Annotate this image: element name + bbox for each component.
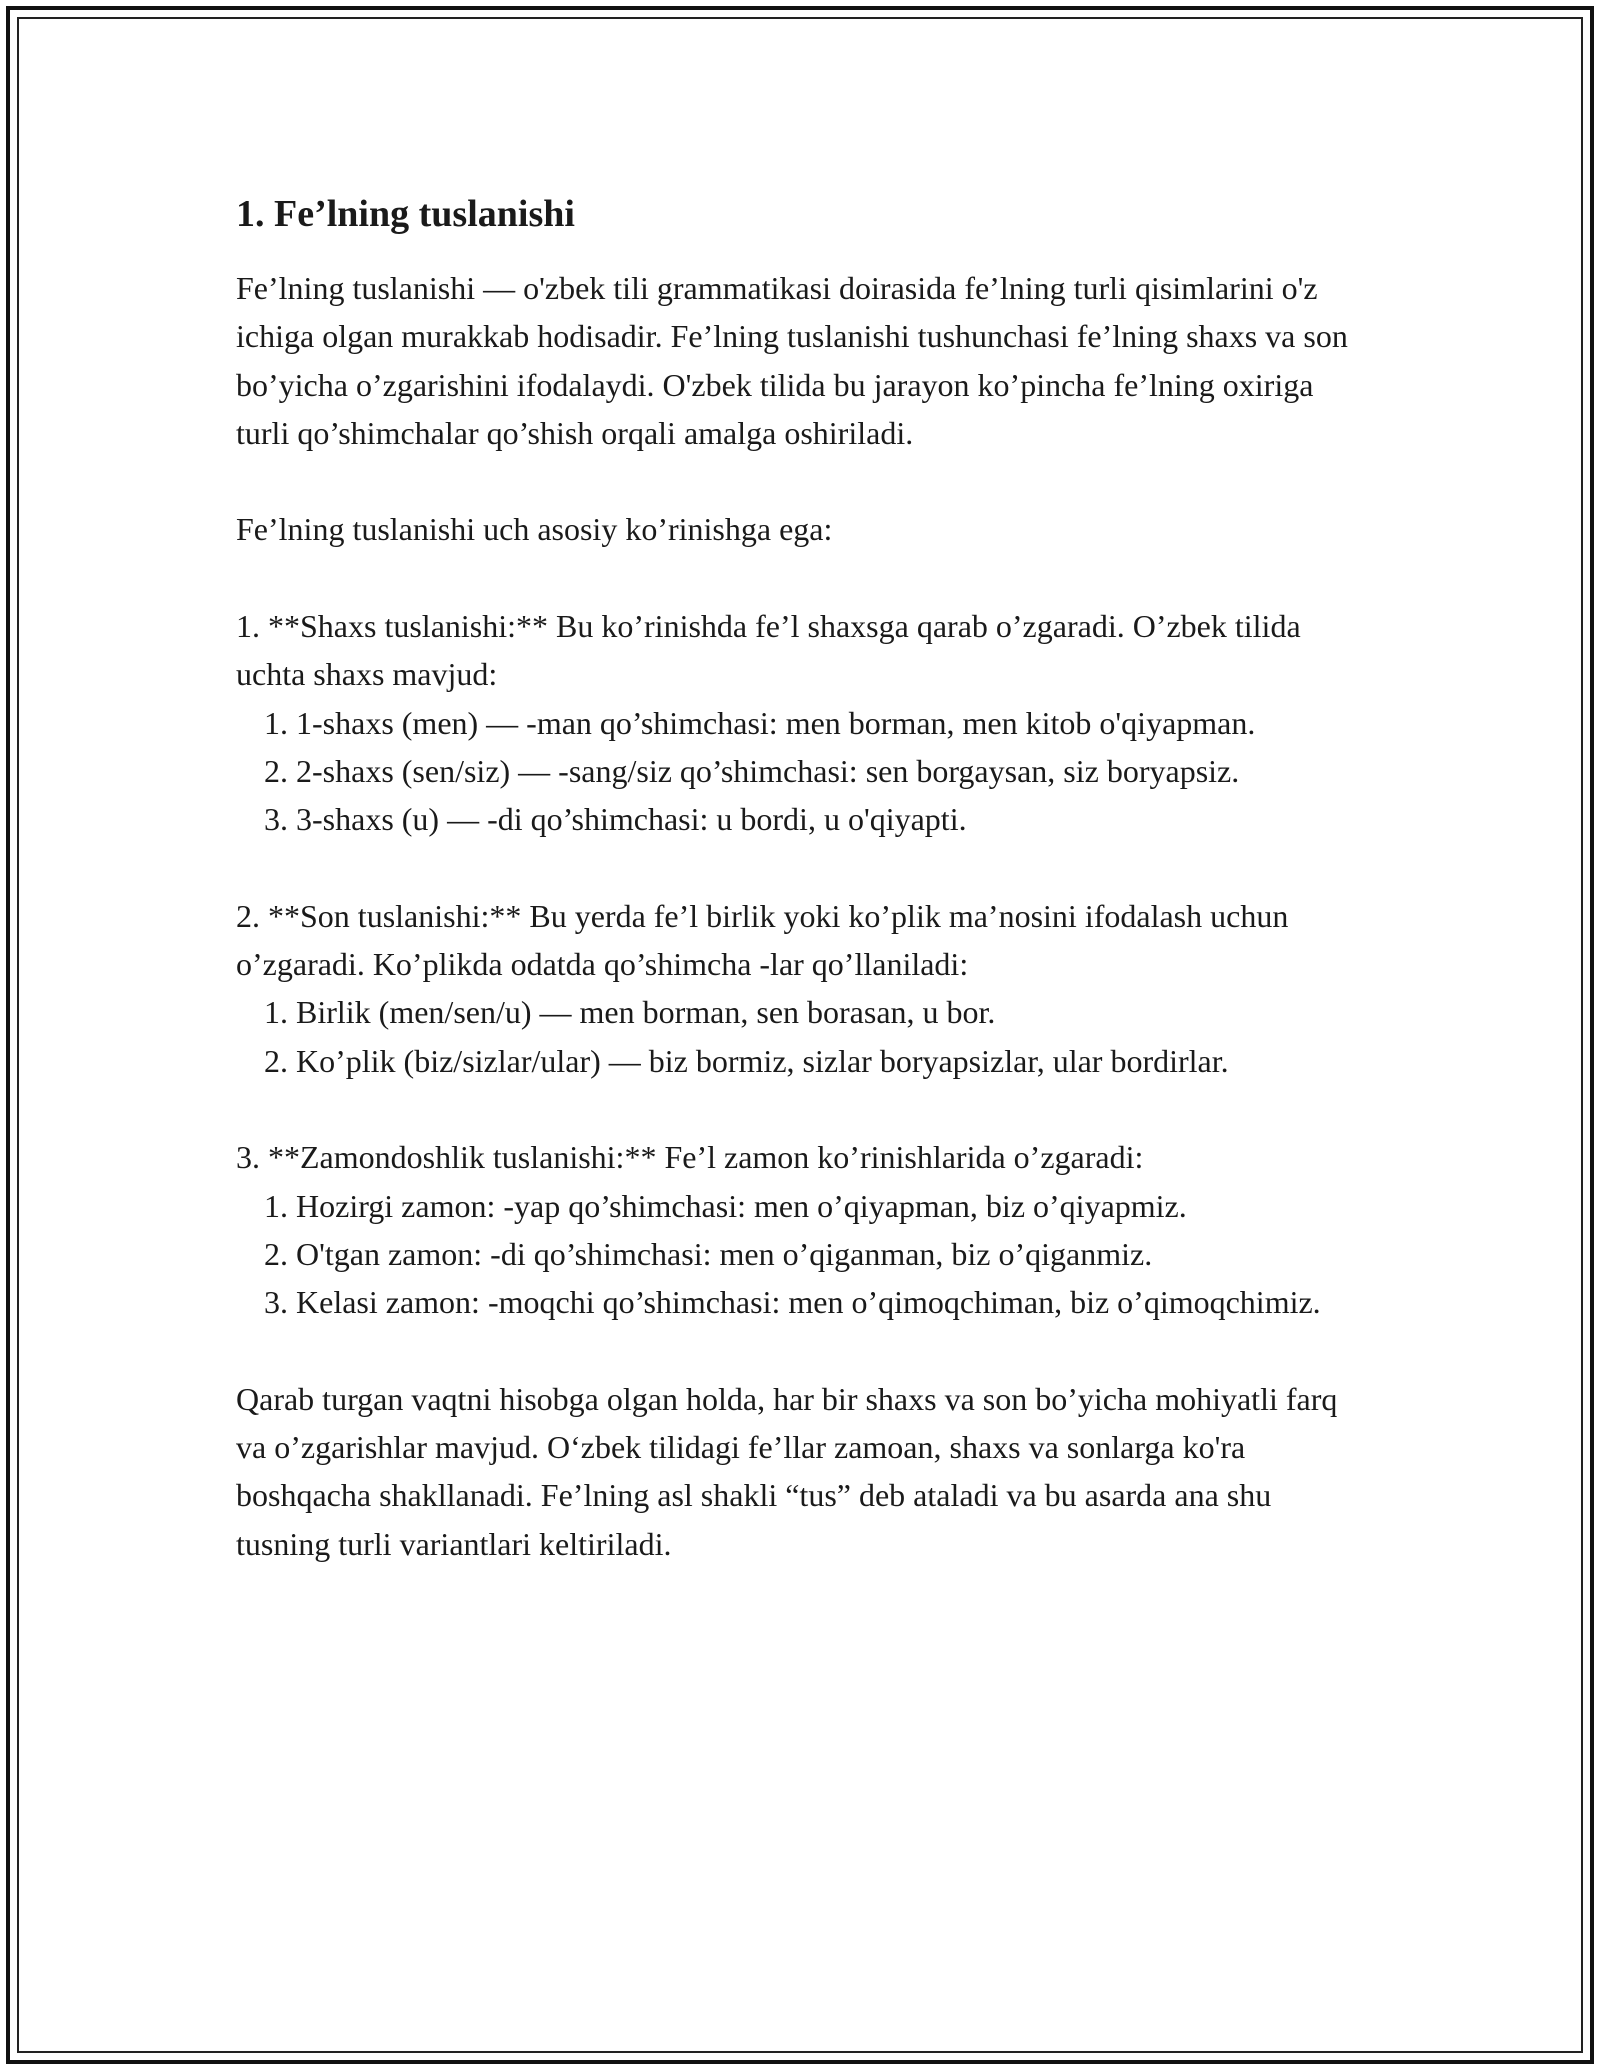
paragraph-gap xyxy=(236,1327,1366,1375)
paragraph-gap xyxy=(236,844,1366,892)
list-section-zamon xyxy=(236,1133,1366,1326)
list-sub-item: 2. O'tgan zamon: -di qo’shimchasi: men o’qiganman, biz o’qiganmiz. xyxy=(264,1235,1153,1272)
list-sub-item: 1. Birlik (men/sen/u) — men borman, sen borasan, u bor. xyxy=(264,994,996,1031)
list-section-intro: 1. **Shaxs tuslanishi:** Bu ko’rinishda fe’l shaxsga qarab o’zgaradi. O’zbek tilida uchta shaxs mavjud: xyxy=(236,608,1301,693)
list-section-intro: 3. **Zamondoshlik tuslanishi:** Fe’l zamon ko’rinishlarida o’zgaradi: xyxy=(236,1139,1144,1176)
list-sub-item: 2. 2-shaxs (sen/siz) — -sang/siz qo’shimchasi: sen borgaysan, siz boryapsiz. xyxy=(264,752,1240,789)
list-section-intro: 2. **Son tuslanishi:** Bu yerda fe’l birlik yoki ko’plik ma’nosini ifodalash uchun o’zgaradi. Ko’plikda odatda qo’shimcha -lar qo’llaniladi: xyxy=(236,897,1289,983)
document-body xyxy=(236,186,1366,1568)
closing-paragraph: Qarab turgan vaqtni hisobga olgan holda, har bir shaxs va son bo’yicha mohiyatli farq va o’zgarishlar mavjud. O‘zbek tilidagi fe’llar zamoan, shaxs va sonlarga ko'ra boshqacha shakllanadi. Fe’lning asl shakli “tus” deb ataladi va bu asarda ana shu tusning turli variantlari keltiriladi. xyxy=(236,1380,1338,1562)
section-heading: 1. Fe’lning tuslanishi xyxy=(236,193,575,235)
list-sub-item: 3. Kelasi zamon: -moqchi qo’shimchasi: men o’qimoqchiman, biz o’qimoqchimiz. xyxy=(264,1284,1321,1321)
list-section-shaxs xyxy=(236,602,1366,843)
list-sub-item: 1. 1-shaxs (men) — -man qo’shimchasi: men borman, men kitob o'qiyapman. xyxy=(264,704,1256,741)
list-sub-item: 1. Hozirgi zamon: -yap qo’shimchasi: men o’qiyapman, biz o’qiyapmiz. xyxy=(264,1187,1187,1224)
paragraph-gap xyxy=(236,1085,1366,1133)
paragraph-gap xyxy=(236,554,1366,602)
paragraph-gap xyxy=(236,457,1366,505)
lead-paragraph: Fe’lning tuslanishi uch asosiy ko’rinishga ega: xyxy=(236,511,833,548)
list-sub-item: 2. Ko’plik (biz/sizlar/ular) — biz bormiz, sizlar boryapsizlar, ular bordirlar. xyxy=(264,1042,1229,1079)
list-sub-item: 3. 3-shaxs (u) — -di qo’shimchasi: u bordi, u o'qiyapti. xyxy=(264,801,967,838)
list-section-son xyxy=(236,892,1366,1085)
intro-paragraph: Fe’lning tuslanishi — o'zbek tili grammatikasi doirasida fe’lning turli qisimlarini o'z ichiga olgan murakkab hodisadir. Fe’lning tuslanishi tushunchasi fe’lning shaxs va son bo’yicha o’zgarishini ifodalaydi. O'zbek tilida bu jarayon ko’pincha fe’lning oxiriga turli qo’shimchalar qo’shish orqali amalga oshiriladi. xyxy=(236,270,1348,451)
